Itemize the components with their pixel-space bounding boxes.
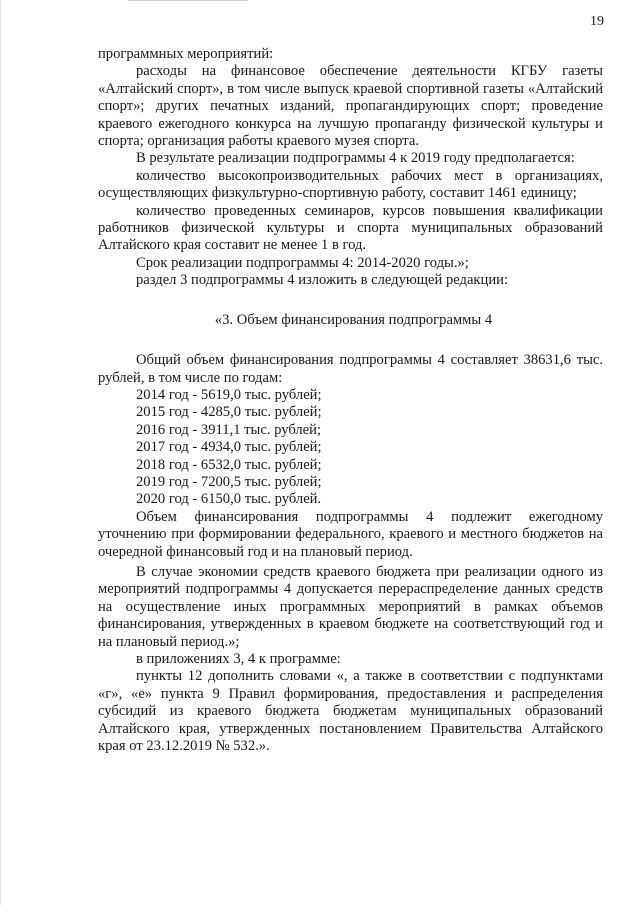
paragraph-item-12: пункты 12 дополнить словами «, а также в соответствии с подпунктами «г», «е» пункта 9 Правил формирования, предоставления и распределения субсидий из краевого бюджета бюджетам муниципальных образований Алтайского края, утвержденных постановлением Правительства Алтайского края от 23.12.2019 № 532.».: [98, 668, 603, 755]
section-heading: «3. Объем финансирования подпрограммы 4: [214, 311, 493, 328]
paragraph-redistribution: В случае экономии средств краевого бюджета при реализации одного из мероприятий подпрограммы 4 допускается перераспределение данных средств на осуществление иных программных мероприятий в рамках объемов финансирования, утвержденных в краевом бюджете на соответствующий год и на плановый период.»;: [98, 563, 603, 650]
document-body: [98, 46, 603, 755]
paragraph-continuation: программных мероприятий:: [98, 46, 274, 62]
year-line-2020: 2020 год - 6150,0 тыс. рублей.: [136, 491, 322, 508]
paragraph-section-amend: раздел 3 подпрограммы 4 изложить в следующей редакции:: [136, 272, 509, 289]
year-line-2019: 2019 год - 7200,5 тыс. рублей;: [136, 473, 322, 490]
paragraph-annual-adjustment: Объем финансирования подпрограммы 4 подлежит ежегодному уточнению при формировании федерального, краевого и местного бюджетов на очередной финансовый год и на плановый период.: [98, 508, 603, 560]
paragraph-financing-total: Общий объем финансирования подпрограммы 4 составляет 38631,6 тыс. рублей, в том числе по годам:: [98, 352, 603, 386]
year-line-2017: 2017 год - 4934,0 тыс. рублей;: [136, 439, 322, 456]
year-line-2018: 2018 год - 6532,0 тыс. рублей;: [136, 456, 322, 473]
year-line-2014: 2014 год - 5619,0 тыс. рублей;: [136, 386, 322, 403]
scan-mark: [128, 0, 248, 1]
paragraph-workplaces: количество высокопроизводительных рабочих мест в организациях, осуществляющих физкультурно-спортивную работу, составит 1461 единицу;: [98, 167, 603, 202]
year-line-2015: 2015 год - 4285,0 тыс. рублей;: [136, 404, 322, 421]
paragraph-term: Срок реализации подпрограммы 4: 2014-2020 годы.»;: [136, 254, 469, 271]
paragraph-seminars: количество проведенных семинаров, курсов повышения квалификации работников физической культуры и спорта муниципальных образований Алтайского края составит не менее 1 в год.: [98, 202, 603, 254]
paragraph-appendices: в приложениях 3, 4 к программе:: [136, 651, 341, 667]
year-line-2016: 2016 год - 3911,1 тыс. рублей;: [136, 421, 322, 438]
paragraph-expenses: расходы на финансовое обеспечение деятельности КГБУ газеты «Алтайский спорт», в том числе выпуск краевой спортивной газеты «Алтайский спорт»; других печатных изданий, пропагандирующих спорт; проведение краевого ежегодного конкурса на лучшую пропаганду физической культуры и спорта; организация работы краевого музея спорта.: [98, 63, 603, 150]
paragraph-results-intro: В результате реализации подпрограммы 4 к 2019 году предполагается:: [136, 150, 575, 167]
page-number: 19: [590, 14, 604, 29]
